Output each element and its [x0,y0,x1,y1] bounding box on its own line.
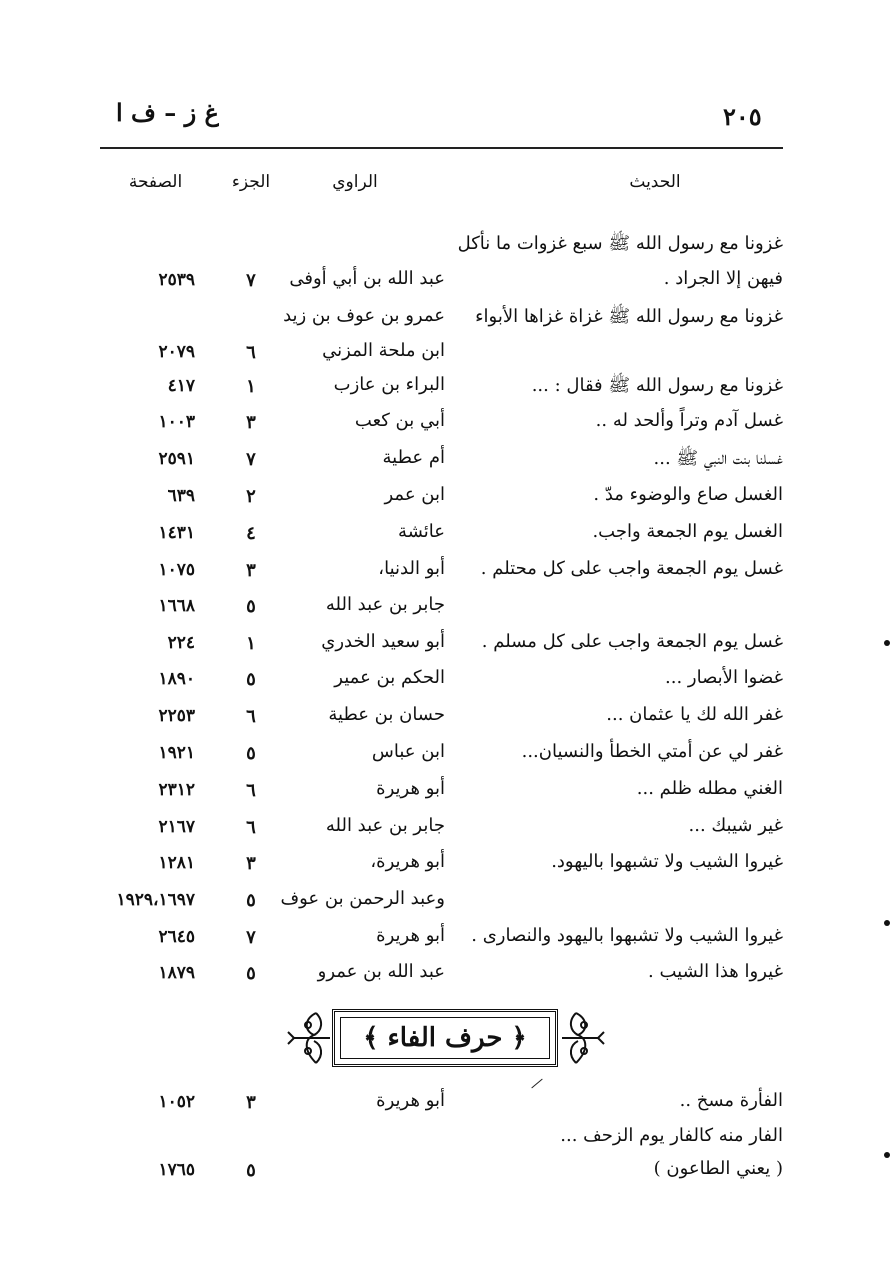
page-ref: ١٤٣١ [158,523,195,543]
page-ref: ٢٢٤ [167,633,195,653]
hadith-text: غزونا مع رسول الله ﷺ فقال : ... [531,375,783,396]
page-ref: ٢١٦٧ [158,817,195,837]
column-header-volume: الجزء [231,172,271,192]
narrator: عائشة [398,521,445,542]
page-ref: ٢٥٩١ [158,449,195,469]
section-banner [286,1005,606,1075]
volume: ٢ [246,486,256,507]
narrator: أبو هريرة، [370,851,445,872]
narrator: أبو هريرة [376,778,445,799]
page-ref: ١٧٦٥ [158,1160,195,1180]
page-ref: ٢٥٣٩ [158,270,195,290]
narrator: أبو الدنيا، [378,558,445,579]
hadith-text: غسل يوم الجمعة واجب على كل مسلم . [481,631,783,652]
page-ref: ٢٠٧٩ [158,342,195,362]
volume: ٥ [246,596,256,617]
column-header-hadith: الحديث [629,172,681,192]
volume: ٥ [246,743,256,764]
hadith-text: الغسل يوم الجمعة واجب. [592,521,783,542]
page-ref: ٤١٧ [167,376,195,396]
page-ref: ١٠٥٢ [158,1092,195,1112]
narrator: ابن عباس [371,741,445,762]
scan-mark [884,920,890,926]
volume: ٧ [246,927,256,948]
volume: ٦ [246,780,256,801]
narrator: أبو سعيد الخدري [321,631,445,652]
narrator: أبو هريرة [376,925,445,946]
running-header-letters: غ ز – ف ا [116,98,219,127]
narrator: ابن عمر [384,484,445,505]
narrator: ابن ملحة المزني [322,340,445,361]
hadith-text: غفر الله لك يا عثمان ... [606,704,783,725]
page-ref: ٢٢٥٣ [158,706,195,726]
page-ref: ١٠٧٥ [158,560,195,580]
hadith-text: غيروا الشيب ولا تشبهوا باليهود. [551,851,783,872]
fleur-ornament-icon [286,1005,332,1071]
hadith-text: الفأرة مسخ .. [679,1090,783,1111]
narrator: عمرو بن عوف بن زيد [283,305,445,326]
header-rule [100,147,783,149]
page-ref: ١٨٩٠ [158,669,195,689]
page-ref: ١٨٧٩ [158,963,195,983]
volume: ١ [246,633,256,654]
section-title: ﴿ حرف الفاء ﴾ [363,1023,527,1053]
stray-mark [531,1079,542,1089]
volume: ٣ [246,853,256,874]
page-ref: ٢٣١٢ [158,780,195,800]
hadith-text: غسل آدم وتراً وألحد له .. [595,410,783,431]
hadith-text: غيروا الشيب ولا تشبهوا باليهود والنصارى . [471,925,783,946]
column-header-narrator: الراوي [332,172,378,192]
volume: ٣ [246,1092,256,1113]
page-ref: ١٩٢٩،١٦٩٧ [116,890,195,910]
hadith-text: غفر لي عن أمتي الخطأ والنسيان... [521,741,783,762]
page-ref: ١٢٨١ [158,853,195,873]
volume: ٤ [246,523,256,544]
volume: ٦ [246,706,256,727]
narrator: جابر بن عبد الله [325,594,445,615]
narrator: جابر بن عبد الله [325,815,445,836]
hadith-text: غسلنا بنت النبي ﷺ ... [653,448,783,469]
page-ref: ١٦٦٨ [158,596,195,616]
volume: ٥ [246,669,256,690]
volume: ٧ [246,449,256,470]
hadith-text: الغني مطله ظلم ... [636,778,783,799]
narrator: أم عطية [382,447,445,468]
volume: ١ [246,376,256,397]
volume: ٥ [246,890,256,911]
page-ref: ١٩٢١ [158,743,195,763]
volume: ٣ [246,560,256,581]
volume: ٦ [246,817,256,838]
volume: ٥ [246,963,256,984]
narrator: أبو هريرة [376,1090,445,1111]
hadith-text: غزونا مع رسول الله ﷺ غزاة غزاها الأبواء [475,306,783,327]
volume: ٦ [246,342,256,363]
hadith-text: الغسل صاع والوضوء مدّ . [593,484,783,505]
hadith-text: غزونا مع رسول الله ﷺ سبع غزوات ما نأكل [457,233,783,254]
narrator: عبد الله بن أبي أوفى [289,268,445,289]
volume: ٥ [246,1160,256,1181]
page-ref: ١٠٠٣ [158,412,195,432]
narrator: حسان بن عطية [328,704,445,725]
section-title-box [332,1009,558,1067]
narrator: عبد الله بن عمرو [317,961,445,982]
volume: ٣ [246,412,256,433]
narrator: البراء بن عازب [333,374,445,395]
hadith-text: غضوا الأبصار ... [665,667,783,688]
hadith-text: فيهن إلا الجراد . [663,268,783,289]
hadith-text: ( يعني الطاعون ) [653,1158,783,1179]
hadith-text: غير شيبك ... [688,815,783,836]
fleur-ornament-icon [560,1005,606,1071]
page-ref: ٢٦٤٥ [158,927,195,947]
page-number: ٢٠٥ [723,102,762,131]
hadith-text: غيروا هذا الشيب . [648,961,783,982]
narrator: أبي بن كعب [354,410,445,431]
hadith-text: غسل يوم الجمعة واجب على كل محتلم . [480,558,783,579]
narrator: الحكم بن عمير [334,667,445,688]
scan-mark [884,640,890,646]
column-header-page: الصفحة [128,172,183,192]
volume: ٧ [246,270,256,291]
page-ref: ٦٣٩ [167,486,195,506]
scan-mark [884,1152,890,1158]
hadith-text: الفار منه كالفار يوم الزحف ... [560,1125,783,1146]
narrator: وعبد الرحمن بن عوف [280,888,445,909]
